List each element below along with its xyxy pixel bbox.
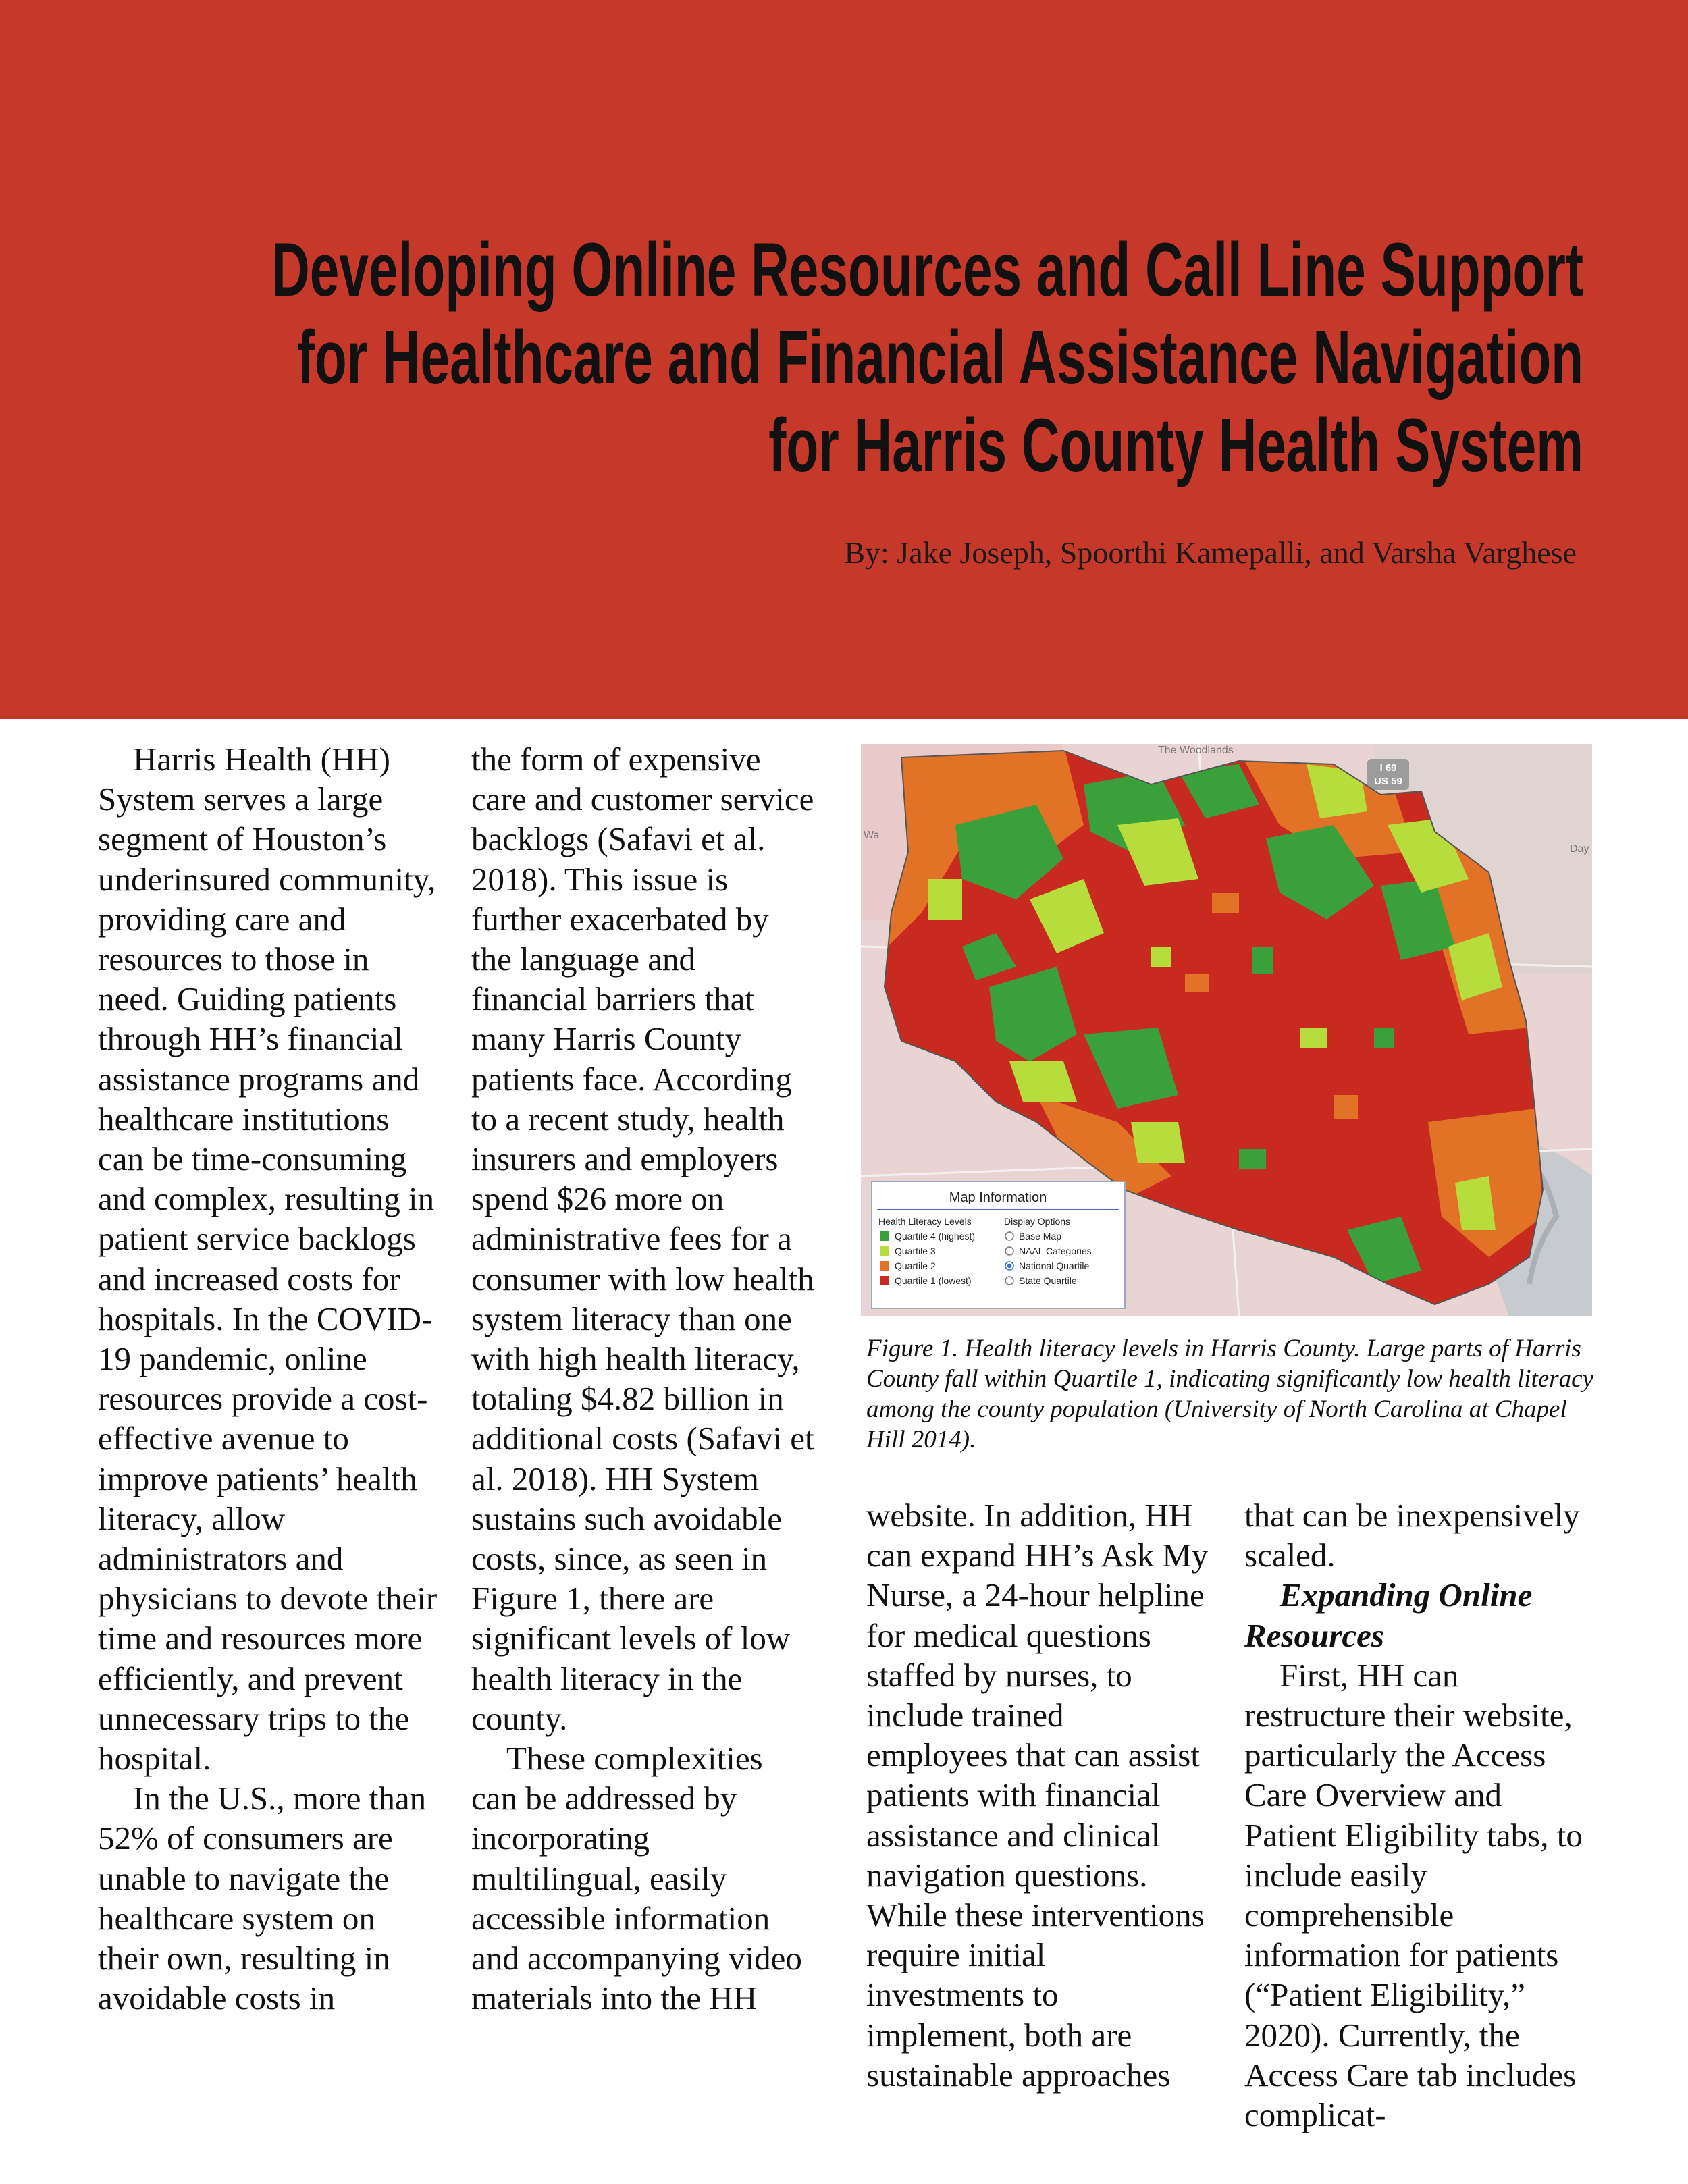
svg-text:US 59: US 59 bbox=[1374, 776, 1402, 787]
paragraph-continued: the form of expensive care and customer service backlogs (Safavi et al. 2018). This issue is further exacerbated by the language and financial barriers that many Harris County patients face. According to a recent study, health insurers and employers spend $26 more on administrative fees for a consumer with low health system literacy than one with high health literacy, totaling $4.82 billion in additional costs (Safavi et al. 2018). HH System sustains such avoidable costs, since, as seen in Figure 1, there are significant levels of low health literacy in the county. bbox=[471, 741, 814, 1737]
column-3 bbox=[866, 1495, 1211, 2095]
radio-base-map bbox=[1005, 1232, 1013, 1240]
radio-state-quartile bbox=[1005, 1277, 1013, 1285]
column-1 bbox=[98, 739, 442, 2019]
svg-text:Base Map: Base Map bbox=[1019, 1231, 1062, 1242]
paragraph: These complexities can be addressed by incorporating multilingual, easily accessible information and accompanying video materials into the HH bbox=[471, 1740, 802, 2017]
legend-swatch-quartile1 bbox=[880, 1276, 889, 1285]
radio-naal bbox=[1005, 1247, 1013, 1255]
section-subhead: Expanding Online Resources bbox=[1244, 1576, 1533, 1654]
title-line-2: for Healthcare and Financial Assistance Navigation bbox=[296, 315, 1583, 400]
svg-text:Day: Day bbox=[1570, 843, 1589, 855]
svg-text:Quartile 2: Quartile 2 bbox=[895, 1260, 936, 1271]
svg-text:NAAL Categories: NAAL Categories bbox=[1019, 1246, 1092, 1256]
svg-text:Quartile 1 (lowest): Quartile 1 (lowest) bbox=[895, 1275, 972, 1286]
svg-text:Quartile 3: Quartile 3 bbox=[895, 1246, 936, 1256]
legend-swatch-quartile4 bbox=[880, 1231, 889, 1241]
svg-text:Quartile 4 (highest): Quartile 4 (highest) bbox=[895, 1231, 976, 1242]
svg-text:National Quartile: National Quartile bbox=[1019, 1260, 1090, 1271]
svg-text:Wa: Wa bbox=[864, 830, 880, 841]
map-legend bbox=[872, 1181, 1125, 1308]
legend-swatch-quartile3 bbox=[880, 1246, 889, 1256]
article-title bbox=[95, 226, 1583, 489]
column-2 bbox=[471, 739, 816, 2019]
svg-text:Display Options: Display Options bbox=[1004, 1216, 1071, 1227]
svg-text:State Quartile: State Quartile bbox=[1019, 1275, 1077, 1286]
map-label-place: The Woodlands bbox=[1158, 745, 1234, 756]
paragraph: First, HH can restructure their website, particularly the Access Care Overview and Patient Eligibility tabs, to include easily comprehensible information for patients (“Patient Eligibility,” 2020). Currently, the Access Care tab includes complicat- bbox=[1244, 1656, 1583, 2134]
legend-swatch-quartile2 bbox=[880, 1261, 889, 1271]
byline: By: Jake Joseph, Spoorthi Kamepalli, and Varsha Varghese bbox=[844, 535, 1577, 570]
health-literacy-map bbox=[861, 744, 1592, 1316]
title-line-1: Developing Online Resources and Call Line Support bbox=[271, 228, 1584, 312]
paragraph-continued: that can be inexpensively scaled. bbox=[1244, 1497, 1580, 1574]
svg-text:I 69: I 69 bbox=[1379, 762, 1397, 774]
paragraph: In the U.S., more than 52% of consumers are unable to navigate the healthcare system on their own, resulting in avoidable costs in bbox=[98, 1780, 427, 2017]
legend-title: Map Information bbox=[949, 1190, 1047, 1205]
figure-caption: Figure 1. Health literacy levels in Harris County. Large parts of Harris County fall within Quartile 1, indicating significantly low health literacy among the county population (University of North Carolina at Chapel Hill 2014). bbox=[866, 1335, 1594, 1454]
paragraph: Harris Health (HH) System serves a large segment of Houston’s underinsured community, providing care and resources to those in need. Guiding patients through HH’s financial assistance programs and healthcare institutions can be time-consuming and complex, resulting in patient service backlogs and increased costs for hospitals. In the COVID-19 pandemic, online resources provide a cost-effective avenue to improve patients’ health literacy, allow administrators and physicians to devote their time and resources more efficiently, and prevent unnecessary trips to the hospital. bbox=[98, 741, 438, 1778]
column-4 bbox=[1244, 1495, 1595, 2135]
paragraph-continued: website. In addition, HH can expand HH’s Ask My Nurse, a 24-hour helpline for medical questions staffed by nurses, to include trained employees that can assist patients with financial assistance and clinical navigation questions. While these interventions require initial investments to implement, both are sustainable approaches bbox=[866, 1497, 1209, 2094]
title-line-3: for Harris County Health System bbox=[768, 403, 1583, 487]
svg-text:Health Literacy Levels: Health Literacy Levels bbox=[878, 1216, 972, 1227]
